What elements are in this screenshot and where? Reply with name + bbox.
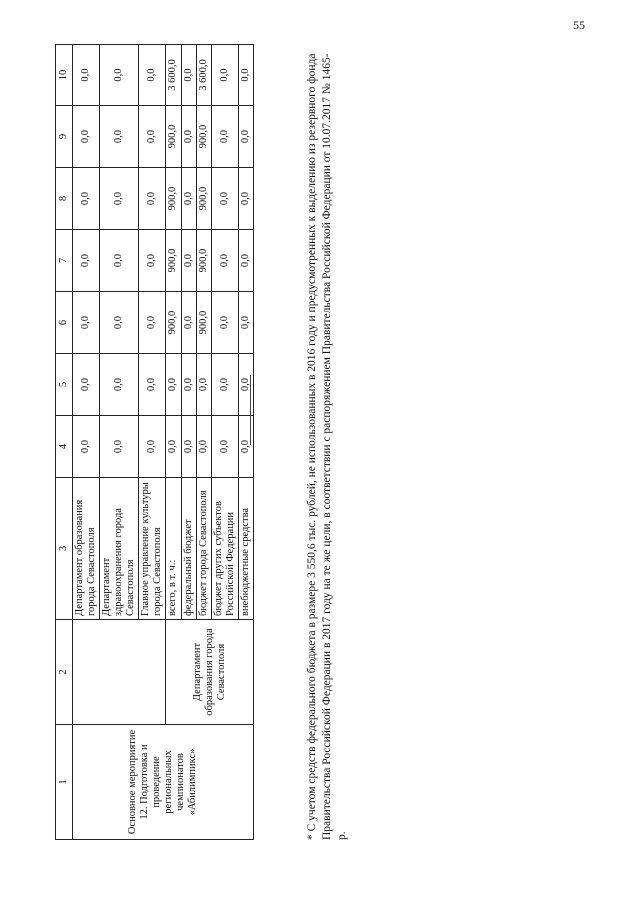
- value-cell: 0,0: [100, 292, 139, 354]
- value-cell: 0,0: [100, 106, 139, 168]
- value-cell: 0,0: [73, 230, 100, 292]
- value-cell: 0,0: [100, 230, 139, 292]
- value-cell: 0,0: [211, 168, 238, 230]
- value-cell: 900,0: [166, 230, 181, 292]
- value-cell: 0,0: [238, 45, 253, 106]
- column-number: 6: [56, 292, 73, 354]
- value-cell: 0,0: [238, 292, 253, 354]
- column-number: 10: [56, 45, 73, 106]
- value-cell: 0,0: [211, 354, 238, 416]
- value-cell: 0,0: [211, 45, 238, 106]
- value-cell: 0,0: [181, 416, 196, 478]
- value-cell: 0,0: [100, 168, 139, 230]
- value-cell: 0,0: [181, 354, 196, 416]
- value-cell: 0,0: [73, 292, 100, 354]
- event-name-cell: Основное мероприятие 12. Подготовка и проведение региональных чемпионатов «Абилимпикс»: [73, 725, 254, 840]
- value-cell: 0,0: [100, 354, 139, 416]
- table-row: [166, 45, 181, 840]
- row-label: Главное управление культуры города Севастополя: [139, 478, 166, 620]
- row-label: бюджет города Севастополя: [196, 478, 211, 620]
- column-number: 7: [56, 230, 73, 292]
- row-label: внебюджетные средства: [238, 478, 253, 620]
- value-cell: 0,0: [100, 416, 139, 478]
- value-cell: 900,0: [196, 292, 211, 354]
- value-cell: 0,0: [73, 416, 100, 478]
- table-row: [73, 45, 100, 840]
- value-cell: 900,0: [196, 230, 211, 292]
- rotated-landscape-page: [55, 45, 348, 840]
- value-cell: 0,0: [181, 106, 196, 168]
- row-label: всего, в т. ч.:: [166, 478, 181, 620]
- value-cell: 3 600,0: [166, 45, 181, 106]
- value-cell: 900,0: [196, 106, 211, 168]
- value-cell: 0,0: [238, 106, 253, 168]
- value-cell: 900,0: [196, 168, 211, 230]
- value-cell: 0,0: [196, 354, 211, 416]
- row-label: Департамент здравоохранения города Севастополя: [100, 478, 139, 620]
- value-cell: 0,0: [211, 106, 238, 168]
- value-cell: 0,0: [196, 416, 211, 478]
- value-cell: 0,0: [238, 168, 253, 230]
- value-cell: 0,0: [181, 230, 196, 292]
- page-number: 55: [573, 18, 585, 32]
- value-cell: 0,0: [238, 354, 253, 416]
- column-number: 2: [56, 620, 73, 725]
- column-number: 3: [56, 478, 73, 620]
- value-cell: 0,0: [211, 230, 238, 292]
- row-label: бюджет других субъектов Российской Федерации: [211, 478, 238, 620]
- value-cell: 0,0: [211, 416, 238, 478]
- row-label: Департамент образования города Севастополя: [73, 478, 100, 620]
- value-cell: 0,0: [139, 416, 166, 478]
- budget-table: [55, 44, 254, 840]
- value-cell: 0,0: [73, 106, 100, 168]
- section-divider: [250, 375, 251, 445]
- value-cell: 900,0: [166, 106, 181, 168]
- value-cell: 900,0: [166, 292, 181, 354]
- value-cell: 3 600,0: [196, 45, 211, 106]
- value-cell: 0,0: [181, 292, 196, 354]
- value-cell: 0,0: [73, 354, 100, 416]
- value-cell: 0,0: [100, 45, 139, 106]
- value-cell: 0,0: [166, 354, 181, 416]
- value-cell: 0,0: [139, 168, 166, 230]
- value-cell: 0,0: [139, 106, 166, 168]
- column-number: 1: [56, 725, 73, 840]
- value-cell: 0,0: [211, 292, 238, 354]
- value-cell: 0,0: [166, 416, 181, 478]
- value-cell: 0,0: [139, 354, 166, 416]
- empty-executor-cell: [73, 620, 166, 725]
- column-number: 8: [56, 168, 73, 230]
- column-number: 5: [56, 354, 73, 416]
- value-cell: 0,0: [238, 416, 253, 478]
- value-cell: 0,0: [181, 168, 196, 230]
- executor-cell: Департамент образования города Севастополя: [166, 620, 253, 725]
- row-label: федеральный бюджет: [181, 478, 196, 620]
- footnote: * С учетом средств федерального бюджета в размере 3 550,6 тыс. рублей, не использованных в 2016 году и предусмотренных к выделению из резервного фонда Правительства Российской Федерации в 2017 году на те же цели, в соответствии с распоряжением Правительства Российской Федерации от 10.07.2017 № 1465-р.: [306, 53, 348, 840]
- value-cell: 0,0: [73, 45, 100, 106]
- value-cell: 0,0: [181, 45, 196, 106]
- value-cell: 0,0: [238, 230, 253, 292]
- value-cell: 0,0: [139, 230, 166, 292]
- value-cell: 0,0: [139, 292, 166, 354]
- value-cell: 0,0: [139, 45, 166, 106]
- column-number: 9: [56, 106, 73, 168]
- value-cell: 0,0: [73, 168, 100, 230]
- column-number: 4: [56, 416, 73, 478]
- value-cell: 900,0: [166, 168, 181, 230]
- column-number-row: [56, 45, 73, 840]
